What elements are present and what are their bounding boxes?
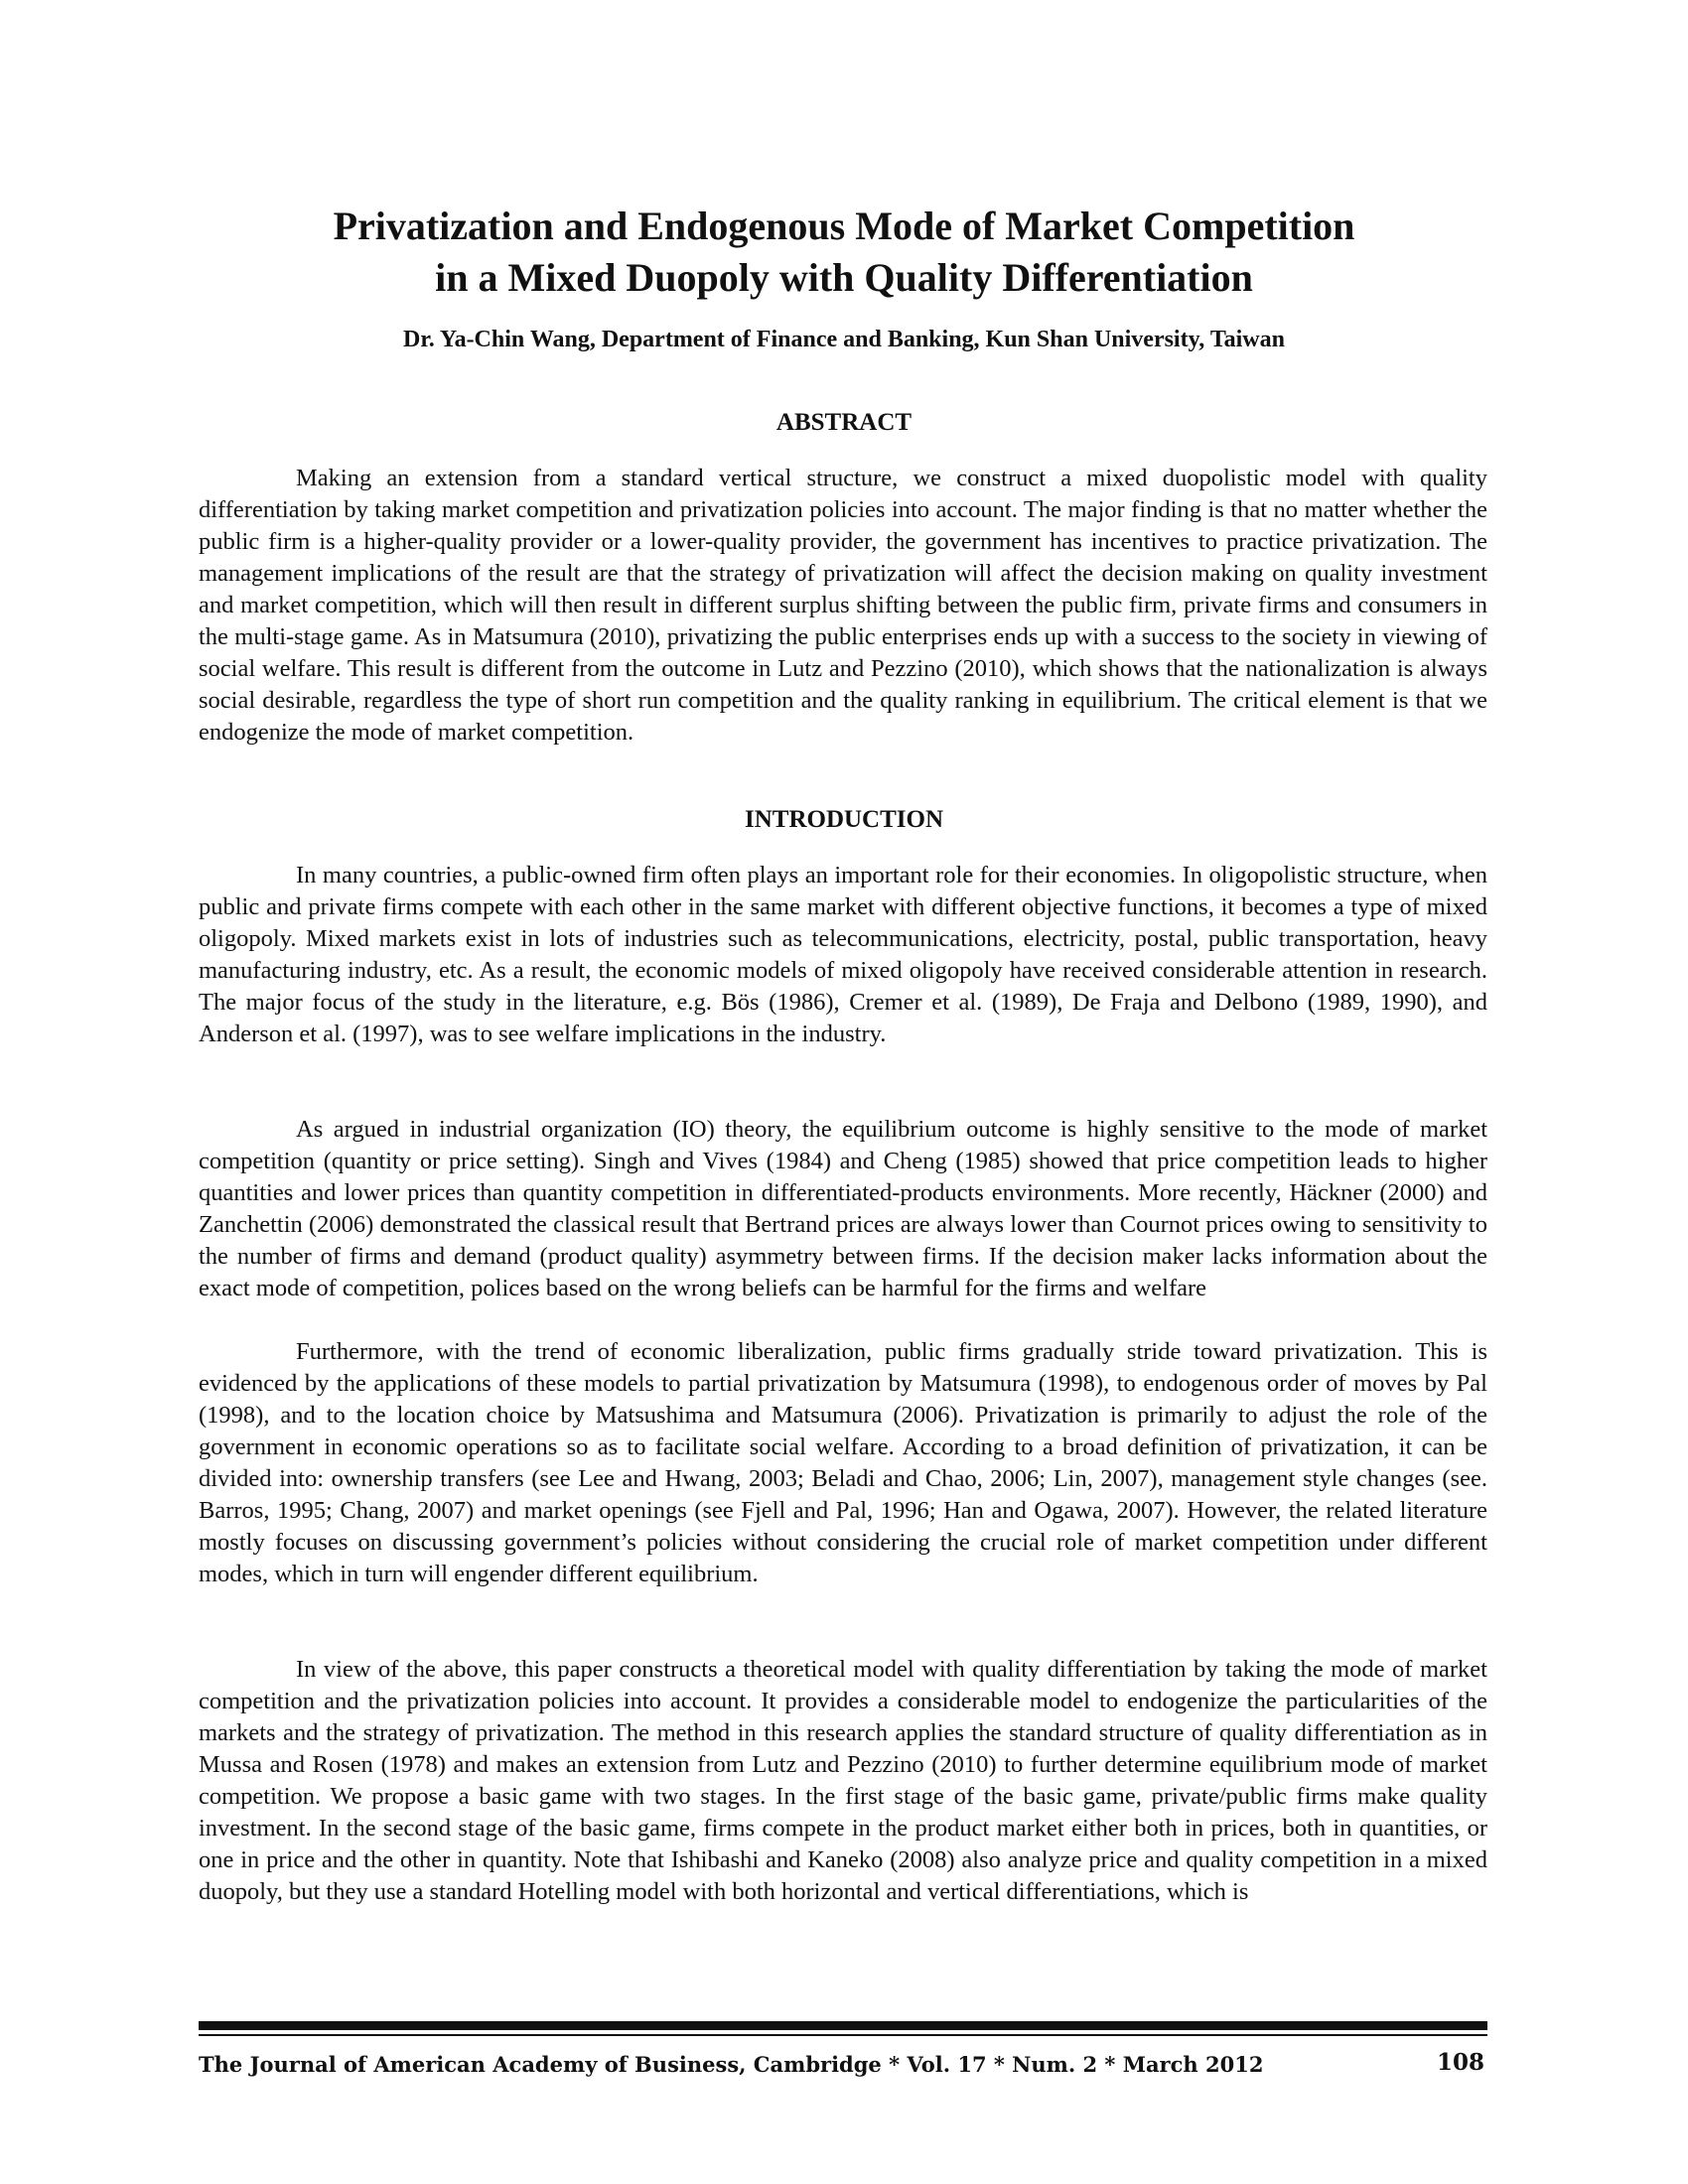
paper-title-line-1: Privatization and Endogenous Mode of Market Competition	[333, 204, 1355, 248]
paper-title	[199, 201, 1489, 304]
intro-paragraph-3: Furthermore, with the trend of economic liberalization, public firms gradually stride toward privatization. This is evidenced by the applications of these models to partial privatization by Matsumura (1998), to endogenous order of moves by Pal (1998), and to the location choice by Matsushima and Matsumura (2006). Privatization is primarily to adjust the role of the government in economic operations so as to facilitate social welfare. According to a broad definition of privatization, it can be divided into: ownership transfers (see Lee and Hwang, 2003; Beladi and Chao, 2006; Lin, 2007), management style changes (see. Barros, 1995; Chang, 2007) and market openings (see Fjell and Pal, 1996; Han and Ogawa, 2007). However, the related literature mostly focuses on discussing government’s policies without considering the crucial role of market competition under different modes, which in turn will engender different equilibrium.	[199, 1338, 1487, 1587]
intro-paragraph-2: As argued in industrial organization (IO) theory, the equilibrium outcome is highly sensitive to the mode of market competition (quantity or price setting). Singh and Vives (1984) and Cheng (1985) showed that price competition leads to higher quantities and lower prices than quantity competition in differentiated-products environments. More recently, Häckner (2000) and Zanchettin (2006) demonstrated the classical result that Bertrand prices are always lower than Cournot prices owing to sensitivity to the number of firms and demand (product quality) asymmetry between firms. If the decision maker lacks information about the exact mode of competition, polices based on the wrong beliefs can be harmful for the firms and welfare	[199, 1116, 1487, 1301]
author-affiliation: Dr. Ya-Chin Wang, Department of Finance and Banking, Kun Shan University, Taiwan	[403, 327, 1285, 352]
footer-journal-citation: The Journal of American Academy of Business, Cambridge * Vol. 17 * Num. 2 * March 2012	[199, 2052, 1264, 2077]
abstract-heading: ABSTRACT	[775, 409, 913, 436]
footer-rule-thick	[199, 2021, 1487, 2030]
footer-rule-thin	[199, 2034, 1487, 2036]
page-number: 108	[1436, 2049, 1484, 2076]
intro-paragraph-1: In many countries, a public-owned firm often plays an important role for their economies. In oligopolistic structure, when public and private firms compete with each other in the same market with different objective functions, it becomes a type of mixed oligopoly. Mixed markets exist in lots of industries such as telecommunications, electricity, postal, public transportation, heavy manufacturing industry, etc. As a result, the economic models of mixed oligopoly have received considerable attention in research. The major focus of the study in the literature, e.g. Bös (1986), Cremer et al. (1989), De Fraja and Delbono (1989, 1990), and Anderson et al. (1997), was to see welfare implications in the industry.	[199, 862, 1487, 1047]
intro-paragraph-4: In view of the above, this paper constructs a theoretical model with quality differentiation by taking the mode of market competition and the privatization policies into account. It provides a considerable model to endogenize the particularities of the markets and the strategy of privatization. The method in this research applies the standard structure of quality differentiation as in Mussa and Rosen (1978) and makes an extension from Lutz and Pezzino (2010) to further determine equilibrium mode of market competition. We propose a basic game with two stages. In the first stage of the basic game, private/public firms make quality investment. In the second stage of the basic game, firms compete in the product market either both in prices, both in quantities, or one in price and the other in quantity. Note that Ishibashi and Kaneko (2008) also analyze price and quality competition in a mixed duopoly, but they use a standard Hotelling model with both horizontal and vertical differentiations, which is	[199, 1656, 1487, 1905]
paper-title-line-2: in a Mixed Duopoly with Quality Differentiation	[435, 255, 1253, 300]
abstract-text: Making an extension from a standard vertical structure, we construct a mixed duopolistic model with quality differentiation by taking market competition and privatization policies into account. The major finding is that no matter whether the public firm is a higher-quality provider or a lower-quality provider, the government has incentives to practice privatization. The management implications of the result are that the strategy of privatization will affect the decision making on quality investment and market competition, which will then result in different surplus shifting between the public firm, private firms and consumers in the multi-stage game. As in Matsumura (2010), privatizing the public enterprises ends up with a success to the society in viewing of social welfare. This result is different from the outcome in Lutz and Pezzino (2010), which shows that the nationalization is always social desirable, regardless the type of short run competition and the quality ranking in equilibrium. The critical element is that we endogenize the mode of market competition.	[199, 465, 1487, 746]
introduction-heading: INTRODUCTION	[744, 806, 944, 833]
